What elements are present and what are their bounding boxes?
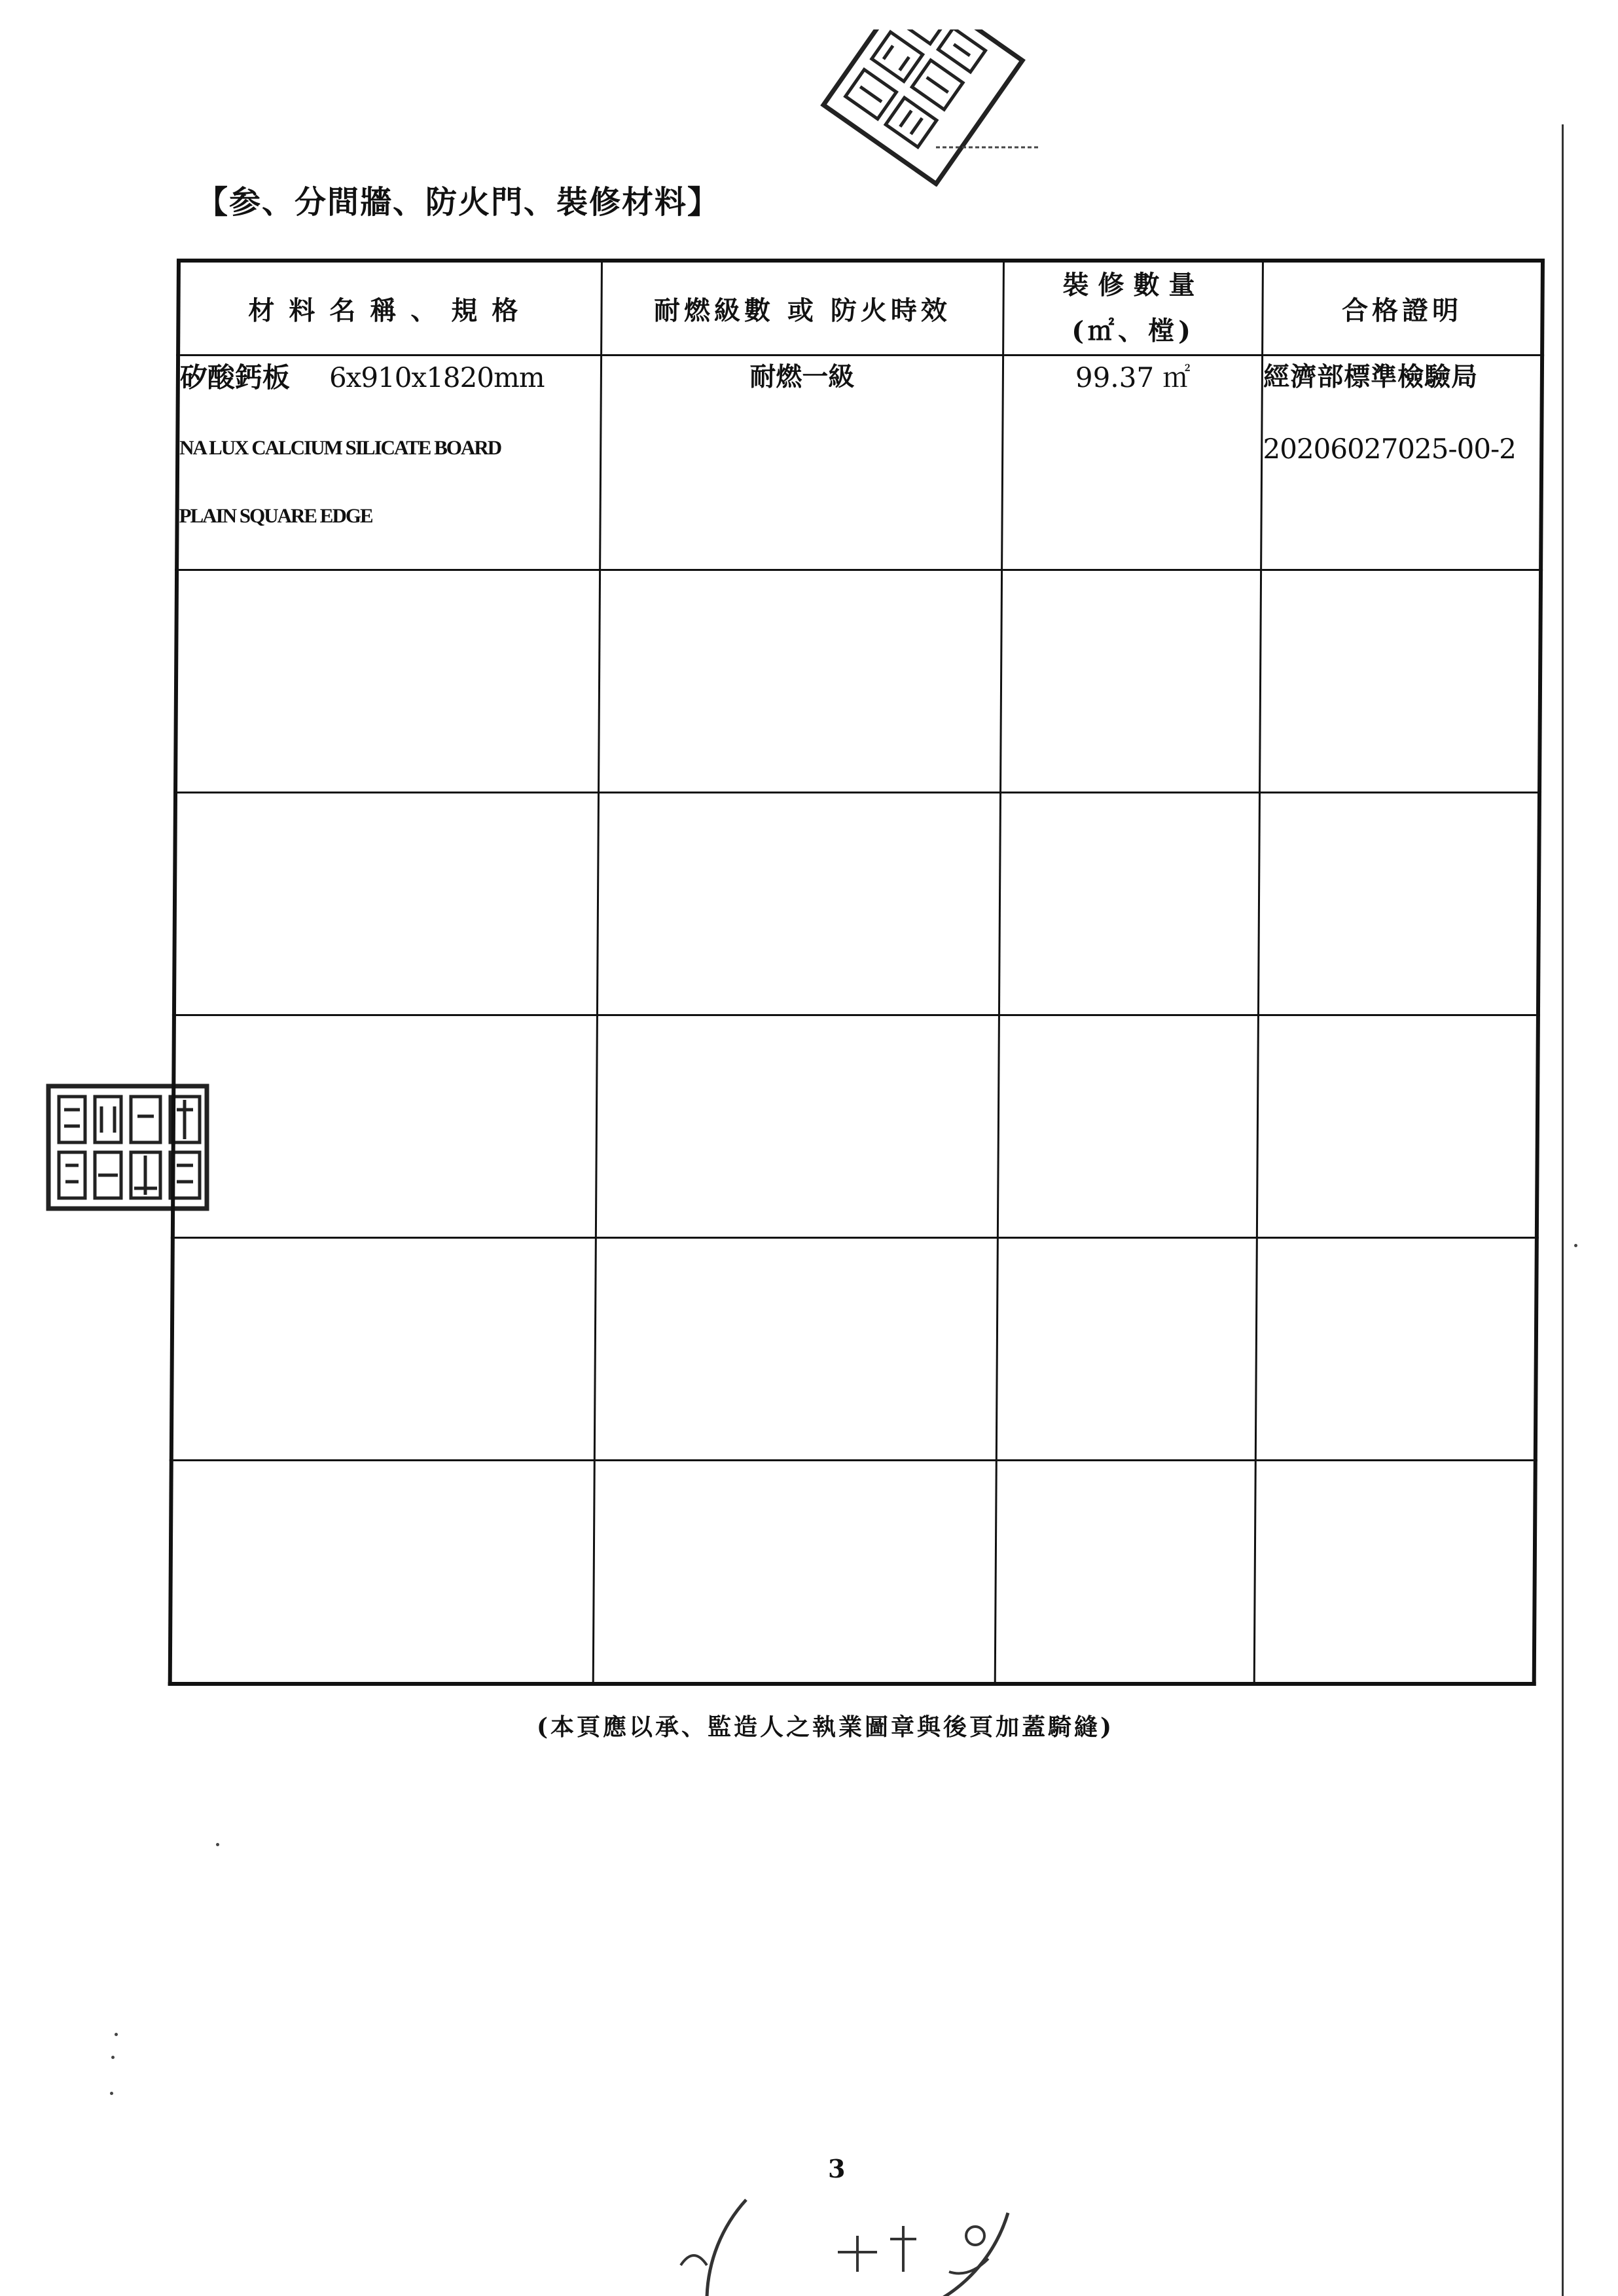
material-name-en-line2: PLAIN SQUARE EDGE	[179, 504, 372, 527]
certificate-organization: 經濟部標準檢驗局	[1263, 361, 1479, 392]
table-row	[174, 793, 1539, 1015]
cell-certificate	[1261, 355, 1542, 570]
page-edge-rule	[1562, 124, 1564, 2296]
header-quantity-unit: (㎡、樘)	[1071, 316, 1195, 346]
material-name-en-line1: NA LUX CALCIUM SILICATE BOARD	[179, 436, 501, 459]
header-material-name: 材料名稱、規格	[178, 261, 602, 355]
section-title: 【参、分間牆、防火門、裝修材料】	[196, 184, 721, 221]
scan-speck	[1574, 1244, 1577, 1247]
cell-quantity: 99.37 ㎡	[1002, 355, 1263, 570]
page-number: 3	[828, 2154, 846, 2183]
scan-speck	[115, 2033, 118, 2036]
material-spec: 6x910x1820mm	[329, 361, 545, 393]
table-row	[175, 570, 1541, 793]
header-fire-rating: 耐燃級數 或 防火時效	[601, 261, 1004, 355]
table-row	[171, 1238, 1537, 1461]
table-row	[177, 355, 1542, 570]
materials-table-sheet	[168, 259, 1545, 1666]
header-quantity-label: 裝修數量	[1062, 270, 1204, 301]
materials-table	[168, 259, 1545, 1686]
header-quantity	[1003, 261, 1263, 355]
scan-speck	[111, 2056, 115, 2059]
page-footnote: (本頁應以承、監造人之執業圖章與後頁加蓋騎縫)	[537, 1713, 1115, 1741]
scan-speck	[216, 1843, 219, 1846]
seal-stamp-icon	[779, 29, 1041, 187]
table-header-row	[178, 261, 1543, 355]
table-row	[173, 1015, 1538, 1238]
scan-speck	[110, 2092, 113, 2095]
header-certificate: 合格證明	[1263, 261, 1543, 355]
cell-material-name	[177, 355, 601, 570]
certificate-number: 20206027025-00-2	[1263, 433, 1517, 465]
cell-fire-rating: 耐燃一級	[600, 355, 1003, 570]
table-row	[170, 1461, 1536, 1685]
seal-stamp-icon	[668, 2174, 1034, 2296]
material-name-zh: 矽酸鈣板 6x910x1820mm	[179, 361, 545, 393]
